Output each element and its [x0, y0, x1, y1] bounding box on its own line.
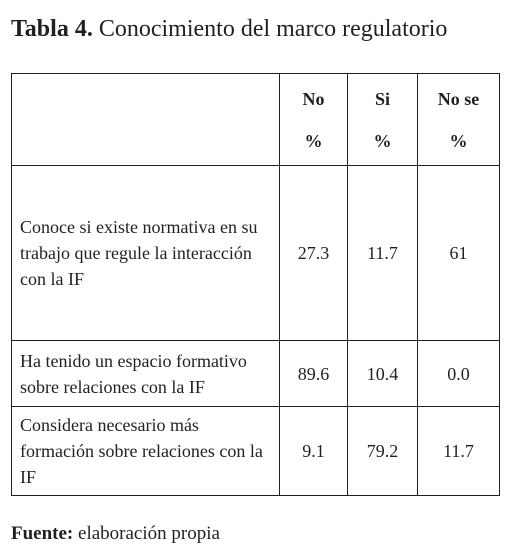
regulatory-knowledge-table: [11, 73, 500, 496]
value-no-se: 61: [418, 166, 500, 341]
table-row: [12, 407, 500, 496]
table-number: Tabla 4.: [11, 16, 93, 42]
header-cell-empty: [12, 74, 280, 166]
value-no: 89.6: [280, 341, 348, 407]
value-si: 11.7: [348, 166, 418, 341]
value-no: 27.3: [280, 166, 348, 341]
row-label: Conoce si existe normativa en su trabajo que regule la interacción con la IF: [12, 166, 280, 341]
value-no: 9.1: [280, 407, 348, 496]
value-si: 79.2: [348, 407, 418, 496]
source-label: Fuente:: [11, 523, 74, 544]
row-label: Considera necesario más formación sobre relaciones con la IF: [12, 407, 280, 496]
header-cell-no: [280, 74, 348, 166]
header-no-label: No: [302, 88, 325, 109]
table-row: [12, 341, 500, 407]
value-no-se: 11.7: [418, 407, 500, 496]
table-row: [12, 166, 500, 341]
source-text: elaboración propia: [78, 523, 220, 544]
header-si-unit: %: [373, 130, 392, 151]
row-label: Ha tenido un espacio formativo sobre relaciones con la IF: [12, 341, 280, 407]
header-si-label: Si: [374, 88, 390, 109]
header-row: [12, 74, 500, 166]
header-no-se-unit: %: [449, 130, 468, 151]
header-cell-si: [348, 74, 418, 166]
value-no-se: 0.0: [418, 341, 500, 407]
source-note: [11, 521, 220, 547]
table-title: [11, 14, 447, 44]
header-no-se-label: No se: [437, 88, 480, 109]
table-caption: Conocimiento del marco regulatorio: [98, 16, 448, 42]
header-no-unit: %: [304, 130, 323, 151]
header-cell-no-se: [418, 74, 500, 166]
value-si: 10.4: [348, 341, 418, 407]
